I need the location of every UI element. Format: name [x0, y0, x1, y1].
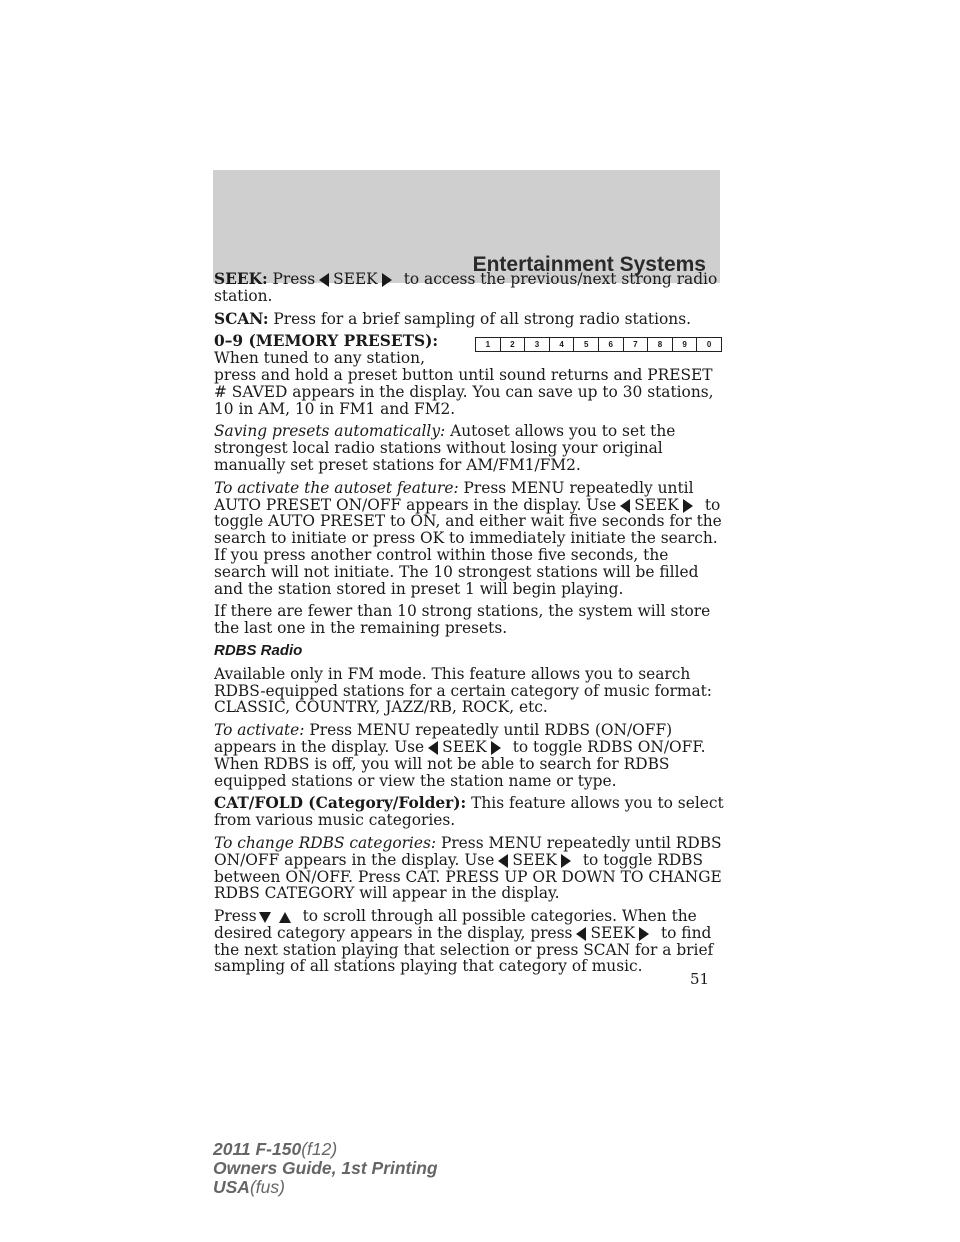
seek-paragraph — [214, 271, 724, 305]
rdbs-activate-post: to toggle RDBS ON/OFF. When RDBS is off, you will not be able to search for RDBS equipped stations or view the station name or type. — [214, 737, 706, 790]
scroll-paragraph — [214, 908, 724, 975]
seek-left-arrow-icon — [498, 854, 508, 868]
activate-label: To activate the autoset feature: — [214, 478, 459, 497]
rdbs-activate-mid: SEEK — [442, 737, 487, 756]
rdbs-activate-pre: Press MENU repeatedly until RDBS (ON/OFF) appears in the display. Use — [214, 721, 673, 756]
catfold-paragraph — [214, 795, 724, 829]
rdbs-heading: RDBS Radio — [214, 641, 303, 659]
preset-key-5: 5 — [573, 338, 598, 351]
catfold-label: CAT/FOLD (Category/Folder): — [214, 794, 467, 813]
seek-right-arrow-icon — [491, 741, 501, 755]
memory-text: When tuned to any station, press and hold a preset button until sound returns and PRESET # SAVED appears in the display. You can save up to 30 stations, 10 in AM, 10 in FM1 and FM2. — [214, 349, 714, 418]
preset-key-0: 0 — [696, 338, 721, 351]
saving-text: Autoset allows you to set the strongest local radio stations without losing your original manually set preset stations for AM/FM1/FM2. — [214, 422, 676, 474]
seek-left-arrow-icon — [576, 927, 586, 941]
activate-paragraph — [214, 480, 724, 598]
footer-line-3 — [213, 1178, 438, 1197]
saving-label: Saving presets automatically: — [214, 422, 446, 441]
preset-key-8: 8 — [647, 338, 672, 351]
footer — [213, 1140, 438, 1197]
footer-model: 2011 F-150 — [213, 1139, 302, 1159]
seek-left-arrow-icon — [319, 273, 329, 287]
memory-label: 0–9 (MEMORY PRESETS): — [214, 332, 439, 351]
activate-pre: Press MENU repeatedly until AUTO PRESET ON/OFF appears in the display. Use — [214, 478, 694, 514]
footer-line-2: Owners Guide, 1st Printing — [213, 1158, 438, 1178]
seek-label: SEEK: — [214, 270, 268, 288]
rdbs-intro: Available only in FM mode. This feature allows you to search RDBS-equipped stations for a certain category of music format: CLASSIC, COUNTRY, JAZZ/RB, ROCK, etc. — [214, 664, 712, 717]
fewer-paragraph: If there are fewer than 10 strong stations, the system will store the last one in the remaining presets. — [214, 602, 711, 638]
catfold-text: This feature allows you to select from various music categories. — [214, 794, 724, 830]
rdbs-activate-paragraph — [214, 722, 724, 789]
change-paragraph — [214, 835, 724, 902]
scroll-pre: Press — [214, 907, 257, 926]
preset-key-3: 3 — [524, 338, 549, 351]
seek-right-arrow-icon — [561, 854, 571, 868]
footer-code: (f12) — [301, 1139, 338, 1159]
preset-key-4: 4 — [549, 338, 574, 351]
section-title: Entertainment Systems — [472, 253, 706, 276]
scroll-mid1: to scroll through all possible categories. When the desired category appears in the display, press — [214, 907, 697, 942]
scroll-mid2: SEEK — [590, 923, 635, 942]
scroll-post: to find the next station playing that selection or press SCAN for a brief sampling of all stations playing that category of music. — [214, 923, 714, 976]
seek-mid: SEEK — [333, 270, 378, 288]
preset-key-2: 2 — [500, 338, 525, 351]
preset-key-9: 9 — [672, 338, 697, 351]
seek-right-arrow-icon — [382, 273, 392, 287]
page-number: 51 — [690, 970, 710, 988]
saving-paragraph — [214, 423, 724, 473]
footer-market: USA — [213, 1177, 250, 1197]
seek-left-arrow-icon — [620, 499, 630, 513]
memory-presets-buttons-diagram — [475, 337, 722, 352]
page-content — [214, 271, 724, 981]
change-pre: Press MENU repeatedly until RDBS ON/OFF appears in the display. Use — [214, 833, 722, 869]
activate-mid: SEEK — [634, 495, 679, 514]
footer-market-code: (fus) — [249, 1177, 285, 1197]
preset-key-7: 7 — [623, 338, 648, 351]
down-arrow-icon — [259, 912, 271, 923]
footer-line-1 — [213, 1140, 438, 1159]
preset-key-1: 1 — [485, 340, 491, 350]
rdbs-activate-label: To activate: — [214, 721, 305, 740]
change-post: to toggle RDBS between ON/OFF. Press CAT. PRESS UP OR DOWN TO CHANGE RDBS CATEGORY will appear in the display. — [214, 850, 722, 903]
header-band — [213, 170, 720, 283]
seek-left-arrow-icon — [428, 741, 438, 755]
seek-right-arrow-icon — [683, 499, 693, 513]
activate-post: to toggle AUTO PRESET to ON, and either wait five seconds for the search to initiate or press OK to immediately initiate the search. If you press another control within those five seconds, the search will not initiate. The 10 strongest stations will be filled and the station stored in preset 1 will begin playing. — [214, 495, 722, 598]
seek-post: to access the previous/next strong radio station. — [214, 270, 718, 305]
change-mid: SEEK — [512, 850, 557, 869]
preset-key-6: 6 — [598, 338, 623, 351]
seek-pre: Press — [272, 270, 316, 288]
scan-paragraph — [214, 311, 724, 328]
up-arrow-icon — [279, 912, 291, 923]
scan-text: Press for a brief sampling of all strong radio stations. — [273, 309, 691, 328]
change-label: To change RDBS categories: — [214, 833, 437, 852]
scan-label: SCAN: — [214, 309, 269, 328]
seek-right-arrow-icon — [639, 927, 649, 941]
